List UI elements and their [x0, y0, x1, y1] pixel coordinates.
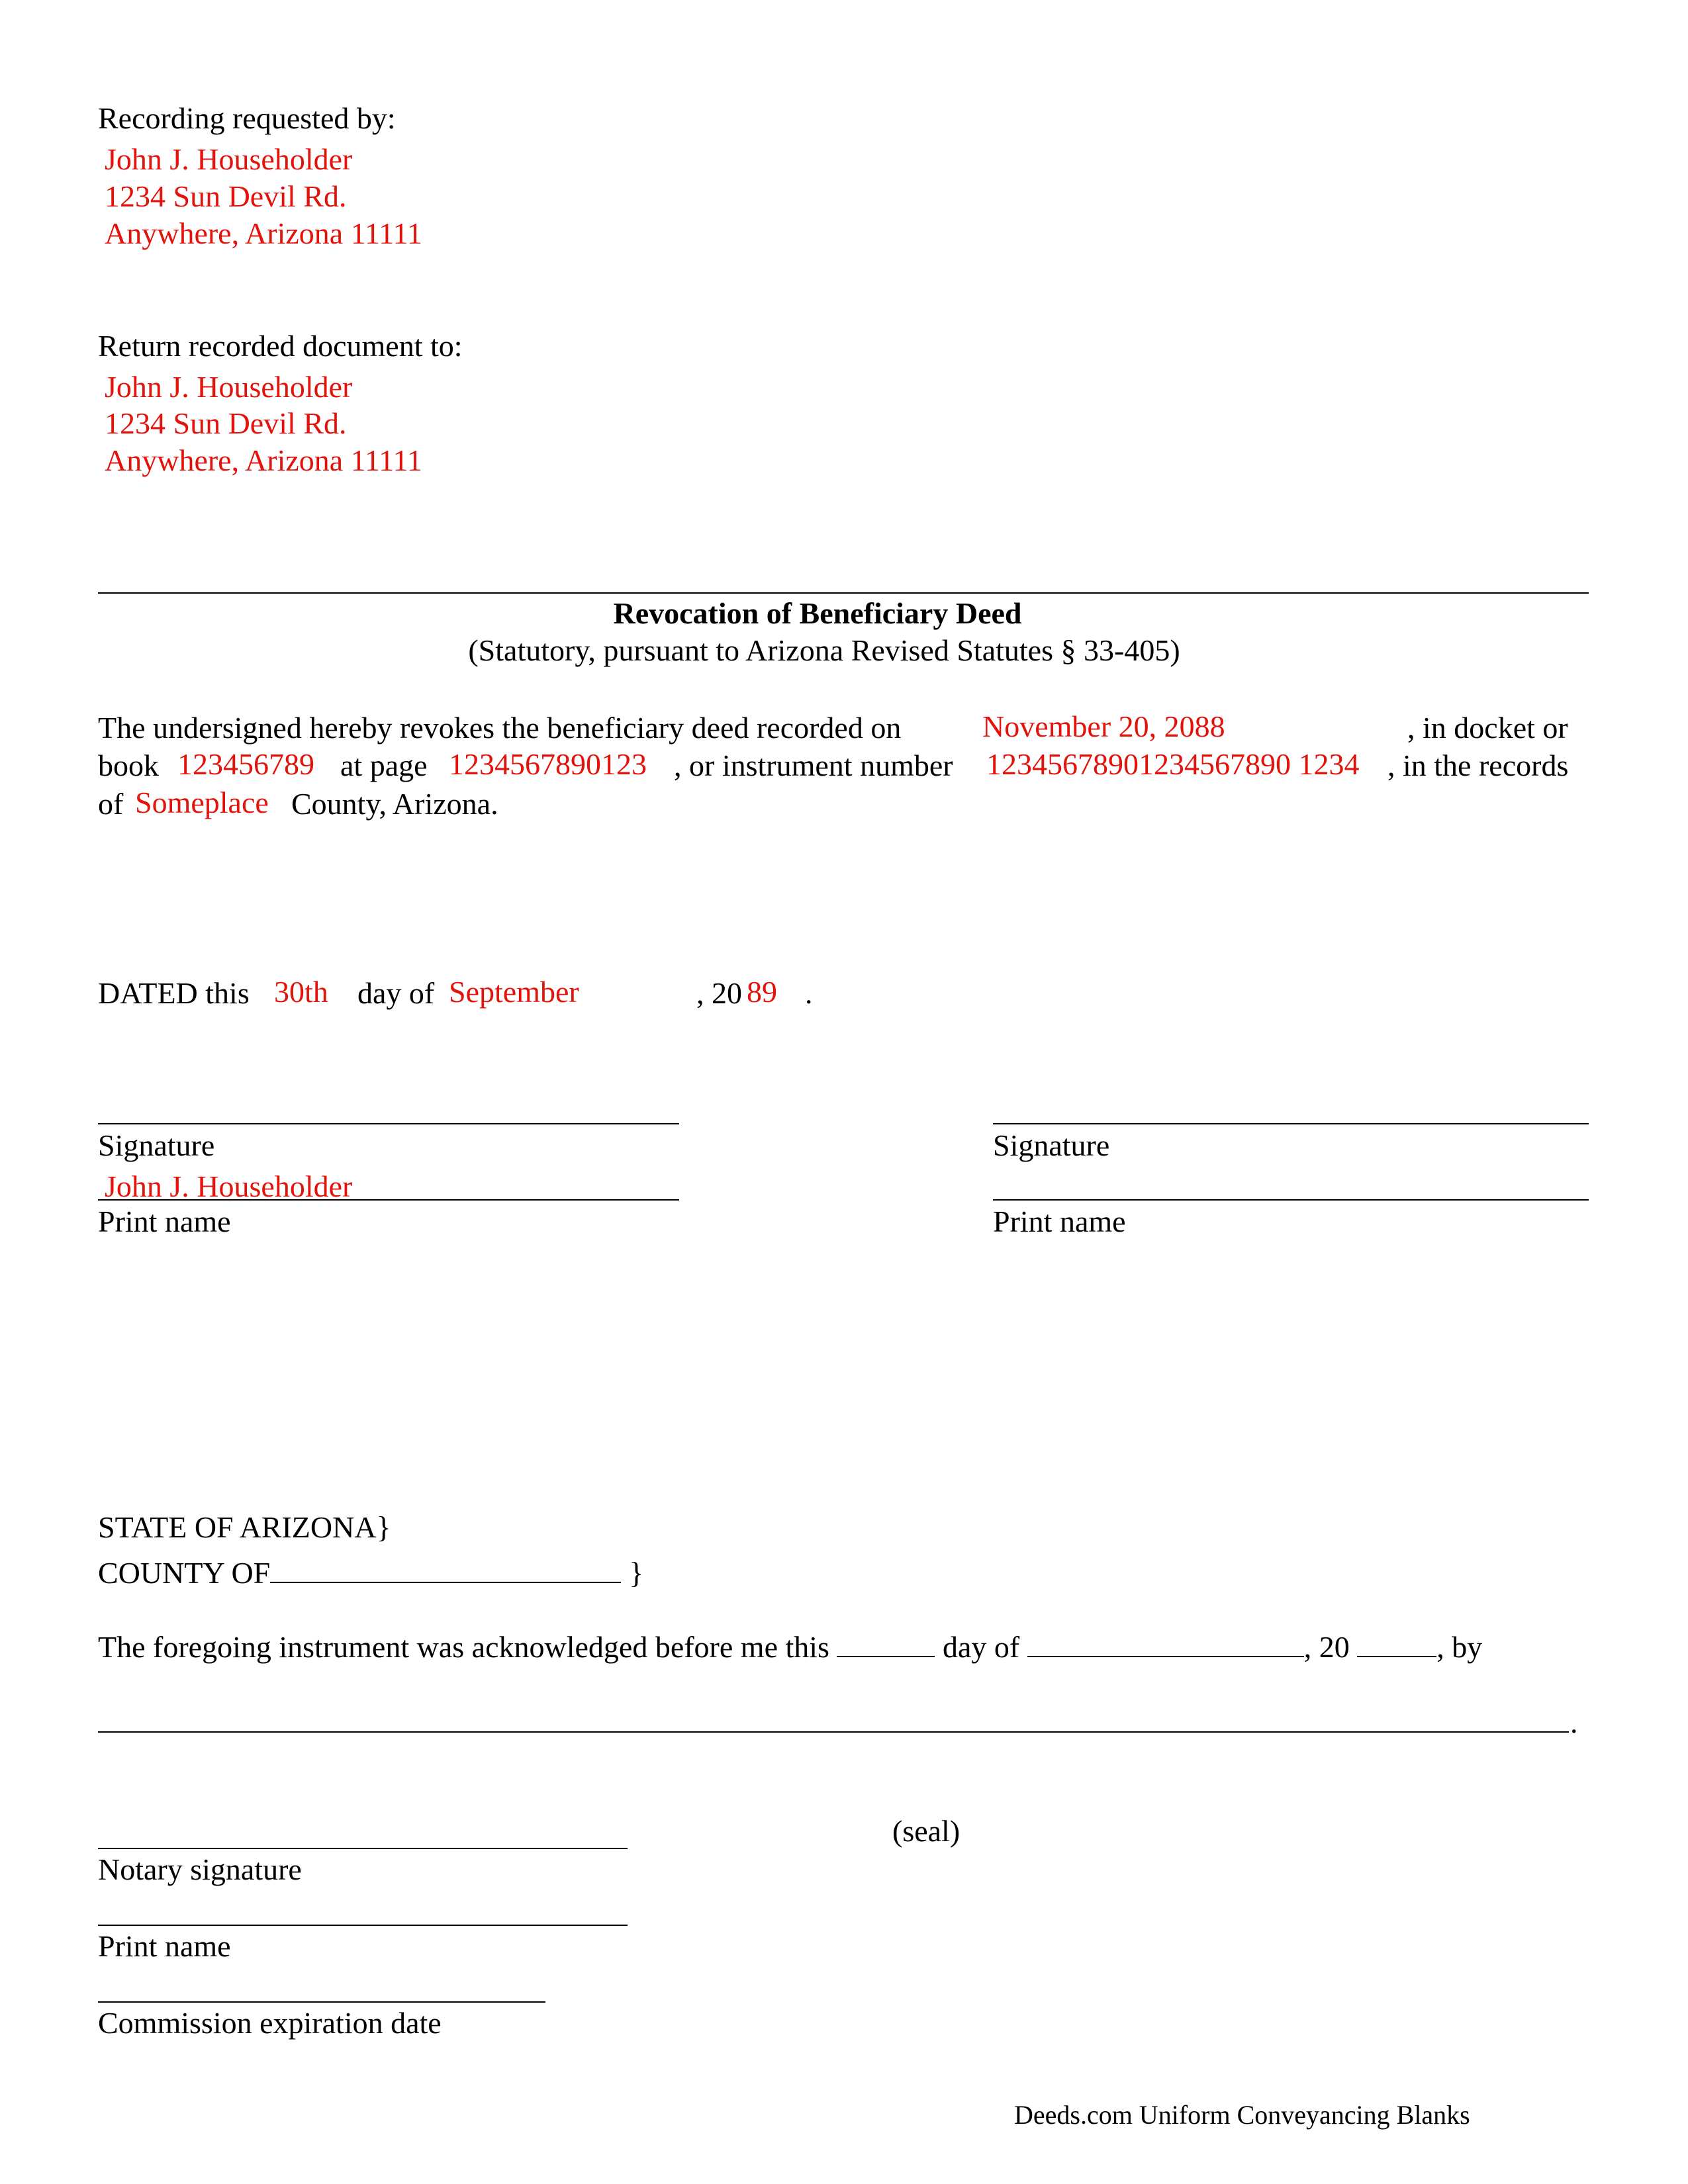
left-print-name-label: Print name [98, 1205, 231, 1238]
notary-ack-day-blank [837, 1625, 935, 1657]
recording-requested-street: 1234 Sun Devil Rd. [105, 179, 347, 213]
left-signature-label: Signature [98, 1128, 215, 1162]
recording-requested-name: John J. Householder [105, 142, 353, 176]
return-to-label: Return recorded document to: [98, 329, 463, 363]
notary-ack-year-blank [1357, 1625, 1436, 1657]
notary-state: STATE OF ARIZONA} [98, 1510, 391, 1544]
body-text-2: , in docket or [1407, 711, 1568, 745]
right-print-name-line [993, 1199, 1589, 1201]
dated-year-prefix: , 20 [696, 976, 742, 1010]
notary-signature-line [98, 1848, 628, 1849]
notary-county-close: } [629, 1556, 644, 1590]
document-subtitle: (Statutory, pursuant to Arizona Revised Statutes § 33-405) [468, 633, 1180, 667]
notary-signature-label: Notary signature [98, 1852, 302, 1886]
notary-ack-year: , 20 [1303, 1630, 1350, 1664]
left-signature-line [98, 1123, 679, 1124]
dated-day: 30th [274, 975, 328, 1009]
right-print-name-label: Print name [993, 1205, 1126, 1238]
recording-requested-label: Recording requested by: [98, 101, 396, 135]
dated-year-suffix: 89 [747, 975, 777, 1009]
notary-seal: (seal) [892, 1814, 961, 1848]
recording-requested-city: Anywhere, Arizona 11111 [105, 216, 422, 250]
footer-text: Deeds.com Uniform Conveyancing Blanks [1014, 2100, 1470, 2130]
body-text-3: book [98, 749, 159, 782]
notary-ack-row [98, 1625, 1482, 1662]
commission-label: Commission expiration date [98, 2006, 442, 2040]
commission-line [98, 2001, 545, 2003]
right-signature-label: Signature [993, 1128, 1110, 1162]
notary-ack-month-blank [1027, 1625, 1304, 1657]
body-text-7: of [98, 787, 124, 821]
notary-name-period: . [1570, 1706, 1578, 1739]
left-print-name-value: John J. Householder [105, 1169, 353, 1203]
notary-county-blank [270, 1551, 621, 1583]
notary-county-label: COUNTY OF [98, 1556, 271, 1590]
dated-month: September [449, 975, 579, 1009]
book-number: 123456789 [177, 747, 314, 781]
notary-print-name-line [98, 1925, 628, 1926]
header-divider [98, 592, 1589, 594]
page-number: 1234567890123 [449, 747, 647, 781]
dated-prefix: DATED this [98, 976, 250, 1010]
return-to-city: Anywhere, Arizona 11111 [105, 443, 422, 477]
notary-name-line [98, 1731, 1569, 1733]
return-to-street: 1234 Sun Devil Rd. [105, 406, 347, 440]
body-text-1: The undersigned hereby revokes the beneficiary deed recorded on [98, 711, 902, 745]
dated-end: . [805, 976, 813, 1010]
dated-mid: day of [357, 976, 435, 1010]
body-text-6: , in the records [1387, 749, 1569, 782]
notary-ack-prefix: The foregoing instrument was acknowledged before me this [98, 1630, 829, 1664]
body-text-4: at page [340, 749, 428, 782]
notary-ack-by: , by [1436, 1630, 1483, 1664]
county-name: Someplace [135, 786, 269, 819]
body-text-5: , or instrument number [674, 749, 953, 782]
body-text-8: County, Arizona. [291, 787, 498, 821]
notary-ack-day-of: day of [942, 1630, 1020, 1664]
return-to-name: John J. Householder [105, 370, 353, 404]
instrument-number: 12345678901234567890 1234 [986, 747, 1360, 781]
notary-county-row [98, 1551, 643, 1588]
left-print-name-line [98, 1199, 679, 1201]
right-signature-line [993, 1123, 1589, 1124]
document-title: Revocation of Beneficiary Deed [613, 596, 1022, 630]
recorded-date: November 20, 2088 [982, 709, 1225, 743]
notary-print-name-label: Print name [98, 1929, 231, 1963]
